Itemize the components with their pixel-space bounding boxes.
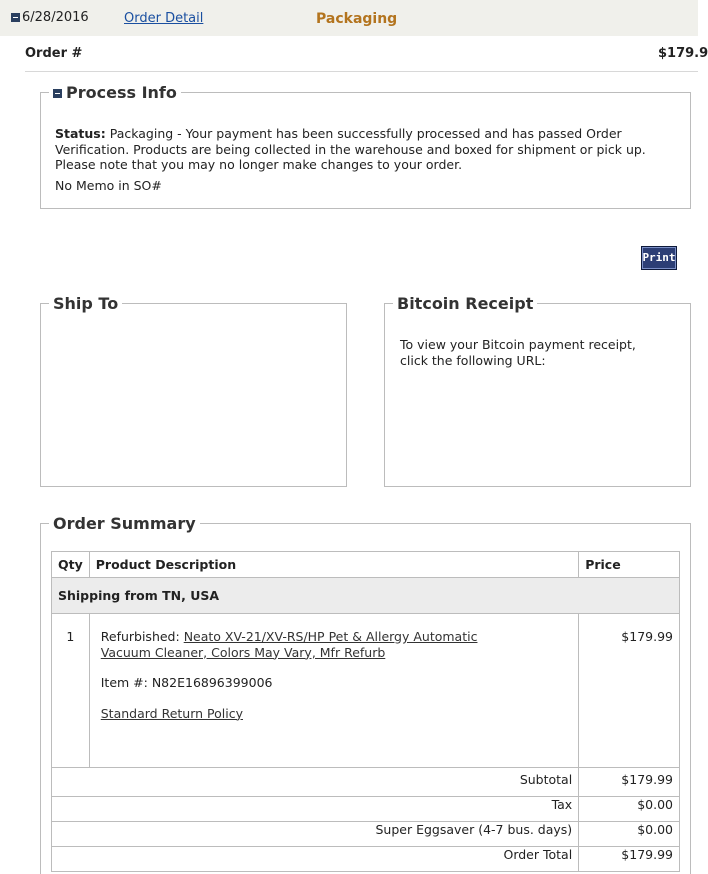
column-header-description: Product Description — [89, 552, 578, 578]
status-message — [55, 126, 680, 173]
order-number-label: Order # — [25, 46, 83, 61]
subtotal-label: Subtotal — [52, 768, 579, 797]
order-summary-table — [51, 551, 680, 872]
shipping-from-row — [52, 578, 680, 614]
item-description-cell — [89, 614, 578, 768]
status-text: Packaging - Your payment has been successfully processed and has passed Order Verification. Products are being collected in the warehouse and boxed for shipment or pick up. Please note that you may no longer make changes to your order. — [55, 126, 646, 172]
process-info-legend — [49, 83, 181, 102]
divider — [25, 71, 698, 72]
ship-to-title: Ship To — [53, 294, 119, 313]
column-header-price: Price — [579, 552, 680, 578]
shipping-from-label: Shipping from TN, USA — [52, 578, 680, 614]
order-detail-link[interactable]: Order Detail — [124, 11, 204, 26]
subtotal-value: $179.99 — [579, 768, 680, 797]
tax-value: $0.00 — [579, 797, 680, 822]
process-info-title: Process Info — [66, 83, 177, 102]
item-name-link[interactable]: Neato XV-21/XV-RS/HP Pet & Allergy Automatic Vacuum Cleaner, Colors May Vary, Mfr Refurb — [100, 629, 478, 660]
order-summary-title: Order Summary — [53, 514, 196, 533]
order-total-value: $179.99 — [579, 847, 680, 872]
tax-row — [52, 797, 680, 822]
shipping-row — [52, 822, 680, 847]
subtotal-row — [52, 768, 680, 797]
collapse-icon[interactable] — [53, 89, 62, 98]
order-status-heading: Packaging — [316, 11, 398, 27]
order-total-label: Order Total — [52, 847, 579, 872]
order-total-row — [52, 847, 680, 872]
collapse-icon[interactable] — [11, 13, 20, 22]
item-condition: Refurbished: — [100, 629, 180, 644]
memo-text: No Memo in SO# — [55, 178, 162, 193]
print-button[interactable]: Print — [641, 246, 677, 270]
tax-label: Tax — [52, 797, 579, 822]
status-label: Status: — [55, 126, 106, 141]
shipping-value: $0.00 — [579, 822, 680, 847]
item-number: Item #: N82E16896399006 — [100, 675, 273, 690]
column-header-qty: Qty — [52, 552, 90, 578]
order-header-total: $179.9 — [658, 46, 708, 61]
ship-to-panel — [40, 294, 347, 487]
order-date: 6/28/2016 — [22, 10, 89, 25]
table-header-row — [52, 552, 680, 578]
order-header-bar — [0, 0, 698, 36]
bitcoin-receipt-title: Bitcoin Receipt — [397, 294, 534, 313]
bitcoin-receipt-panel — [384, 294, 691, 487]
item-price: $179.99 — [579, 614, 680, 768]
shipping-label: Super Eggsaver (4-7 bus. days) — [52, 822, 579, 847]
return-policy-link[interactable]: Standard Return Policy — [100, 705, 243, 721]
item-qty: 1 — [52, 614, 90, 768]
table-row — [52, 614, 680, 768]
bitcoin-receipt-text: To view your Bitcoin payment receipt, click the following URL: — [400, 337, 636, 368]
